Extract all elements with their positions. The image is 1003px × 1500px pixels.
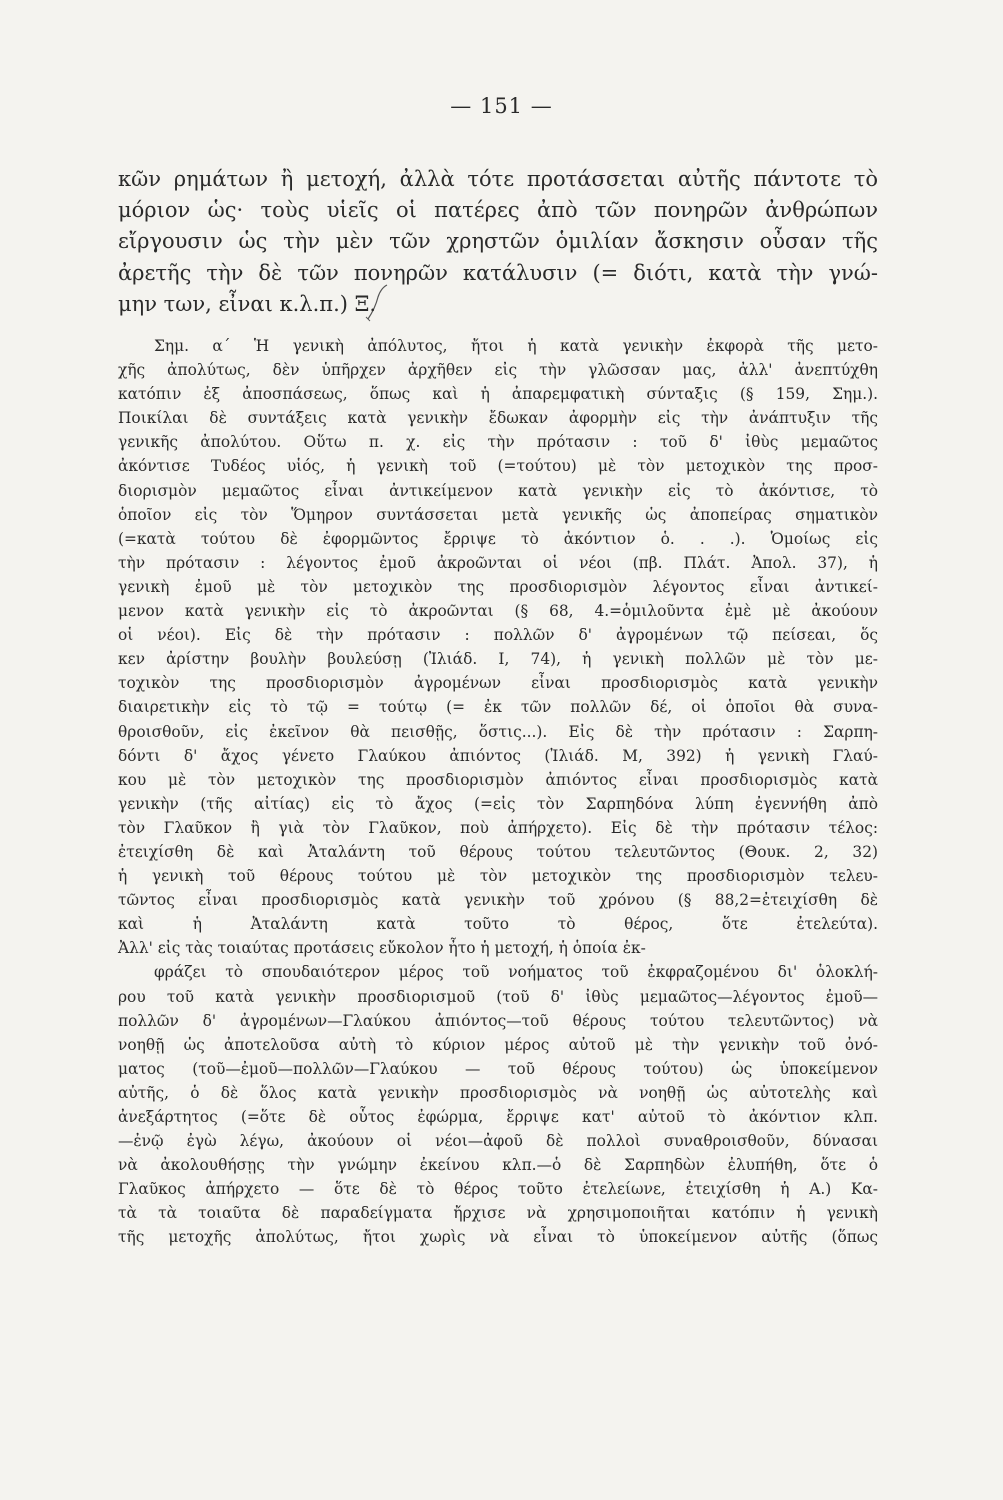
text-line: Ἀλλ' εἰς τὰς τοιαύτας προτάσεις εὔκολον ἦτο ἡ μετοχή, ἡ ὁποία ἐκ- — [118, 939, 646, 958]
text-line: τῆς μετοχῆς ἀπολύτως, ἤτοι χωρὶς νὰ εἶναι τὸ ὑποκείμενον αὐτῆς (ὅπως — [118, 1228, 878, 1247]
text-line: πολλῶν δ' ἀγρομένων—Γλαύκου ἀπιόντος—τοῦ θέρους τούτου τελευτῶντος) νὰ — [118, 1011, 878, 1030]
text-line: κατόπιν ἐξ ἀποσπάσεως, ὅπως καὶ ἡ ἀπαρεμφατικὴ σύνταξις (§ 159, Σημ.). — [118, 385, 878, 404]
text-line: διορισμὸν μεμαῶτος εἶναι ἀντικείμενον κατὰ γενικὴν εἰς τὸ ἀκόντισε, τὸ — [118, 481, 878, 500]
paragraph-main — [118, 164, 878, 320]
text-line: αὐτῆς, ὁ δὲ ὅλος κατὰ γενικὴν προσδιορισμὸς νὰ νοηθῇ ὡς αὐτοτελὴς καὶ — [118, 1083, 878, 1102]
text-line: ἀκόντισε Τυδέος υἱός, ἡ γενικὴ τοῦ (=τούτου) μὲ τὸν μετοχικὸν της προσ- — [118, 457, 878, 476]
text-line: τῶντος εἶναι προσδιορισμὸς κατὰ γενικὴν τοῦ χρόνου (§ 88,2=ἐτειχίσθη δὲ — [118, 891, 878, 910]
page-number: — 151 — — [450, 94, 553, 118]
text-line: οἱ νέοι). Εἰς δὲ τὴν πρότασιν : πολλῶν δ' ἀγρομένων τῷ πείσεαι, ὅς — [118, 626, 878, 645]
text-line: μόριον ὡς· τοὺς υἱεῖς οἱ πατέρες ἀπὸ τῶν πονηρῶν ἀνθρώπων — [118, 198, 878, 223]
text-line: τὰ τὰ τοιαῦτα δὲ παραδείγματα ἤρχισε νὰ χρησιμοποιῆται κατόπιν ἡ γενικὴ — [118, 1204, 878, 1223]
text-line: ἀρετῆς τὴν δὲ τῶν πονηρῶν κατάλυσιν (= διότι, κατὰ τὴν γνώ- — [118, 260, 878, 285]
text-line: ἀνεξάρτητος (=ὅτε δὲ οὗτος ἐφώρμα, ἔρριψε κατ' αὐτοῦ τὸ ἀκόντιον κλπ. — [118, 1108, 878, 1126]
text-line: ρου τοῦ κατὰ γενικὴν προσδιορισμοῦ (τοῦ δ' ἰθὺς μεμαῶτος—λέγοντος ἐμοῦ— — [118, 987, 878, 1006]
text-line: (=κατὰ τούτου δὲ ἐφορμῶντος ἔρριψε τὸ ἀκόντιον ὁ. . .). Ὁμοίως εἰς — [118, 529, 878, 548]
text-line: καὶ ἡ Ἀταλάντη κατὰ τοῦτο τὸ θέρος, ὅτε ἐτελεύτα). — [118, 915, 878, 934]
text-line: νοηθῇ ὡς ἀποτελοῦσα αὐτὴ τὸ κύριον μέρος αὐτοῦ μὲ τὴν γενικὴν τοῦ ὀνό- — [118, 1035, 878, 1054]
paragraph-note — [118, 334, 878, 1250]
text-line: γενικῆς ἀπολύτου. Οὕτω π. χ. εἰς τὴν πρότασιν : τοῦ δ' ἰθὺς μεμαῶτος — [118, 433, 878, 452]
text-line: ματος (τοῦ—ἐμοῦ—πολλῶν—Γλαύκου — τοῦ θέρους τούτου) ὡς ὑποκείμενον — [118, 1059, 878, 1078]
text-line: τὸν Γλαῦκον ἢ γιὰ τὸν Γλαῦκον, ποὺ ἀπήρχετο). Εἰς δὲ τὴν πρότασιν τέλος: — [118, 818, 878, 837]
text-line: κεν ἀρίστην βουλὴν βουλεύσῃ (Ἰλιάδ. Ι, 74), ἡ γενικὴ πολλῶν μὲ τὸν με- — [118, 650, 878, 669]
text-line: κῶν ρημάτων ἢ μετοχή, ἀλλὰ τότε προτάσσεται αὐτῆς πάντοτε τὸ — [118, 167, 878, 191]
text-line: ἐτειχίσθη δὲ καὶ Ἀταλάντη τοῦ θέρους τούτου τελευτῶντος (Θουκ. 2, 32) — [118, 842, 878, 861]
text-line: μην των, εἶναι κ.λ.π.) Ξ. — [118, 291, 377, 316]
text-line: μενον κατὰ γενικὴν εἰς τὸ ἀκροῶνται (§ 68, 4.=ὁμιλοῦντα ἐμὲ μὲ ἀκούουν — [118, 602, 878, 621]
text-line: —ἐνῷ ἐγὼ λέγω, ἀκούουν οἱ νέοι—ἀφοῦ δὲ πολλοὶ συναθροισθοῦν, δύνασαι — [118, 1132, 878, 1151]
text-line: κου μὲ τὸν μετοχικὸν της προσδιορισμὸν ἀπιόντος εἶναι προσδιορισμὸς κατὰ — [118, 770, 878, 789]
text-line: δόντι δ' ἄχος γένετο Γλαύκου ἀπιόντος (Ἰλιάδ. Μ, 392) ἡ γενικὴ Γλαύ- — [118, 746, 878, 765]
text-line: ἡ γενικὴ τοῦ θέρους τούτου μὲ τὸν μετοχικὸν της προσδιορισμὸν τελευ- — [118, 867, 878, 886]
text-line: Ποικίλαι δὲ συντάξεις κατὰ γενικὴν ἔδωκαν ἀφορμὴν εἰς τὴν ἀνάπτυξιν τῆς — [118, 409, 878, 428]
text-line: διαιρετικὴν εἰς τὸ τῷ = τούτῳ (= ἐκ τῶν πολλῶν δέ, οἱ ὁποῖοι θὰ συνα- — [118, 698, 878, 717]
text-line: εἴργουσιν ὡς τὴν μὲν τῶν χρηστῶν ὁμιλίαν ἄσκησιν οὖσαν τῆς — [118, 229, 878, 254]
text-line: τοχικὸν της προσδιορισμὸν ἀγρομένων εἶναι προσδιορισμὸς κατὰ γενικὴν — [118, 674, 878, 693]
text-line: φράζει τὸ σπουδαιότερον μέρος τοῦ νοήματος τοῦ ἐκφραζομένου δι' ὁλοκλή- — [154, 963, 878, 982]
text-line: χῆς ἀπολύτως, δὲν ὑπῆρχεν ἀρχῆθεν εἰς τὴν γλῶσσαν μας, ἀλλ' ἀνεπτύχθη — [118, 361, 878, 380]
text-line: ὁποῖον εἰς τὸν Ὅμηρον συντάσσεται μετὰ γενικῆς ὡς ἀποπείρας σηματικὸν — [118, 505, 878, 524]
text-line: νὰ ἀκολουθήσῃς τὴν γνώμην ἐκείνου κλπ.—ὁ δὲ Σαρπηδὼν ἐλυπήθη, ὅτε ὁ — [118, 1156, 878, 1175]
text-line: τὴν πρότασιν : λέγοντος ἐμοῦ ἀκροῶνται οἱ νέοι (πβ. Πλάτ. Ἀπολ. 37), ἡ — [118, 553, 878, 572]
text-line: γενικὴν (τῆς αἰτίας) εἰς τὸ ἄχος (=εἰς τὸν Σαρπηδόνα λύπη ἐγεννήθη ἀπὸ — [118, 794, 878, 813]
text-line: θροισθοῦν, εἰς ἐκεῖνον θὰ πεισθῇς, ὅστις...). Εἰς δὲ τὴν πρότασιν : Σαρπη- — [118, 722, 878, 741]
text-line: Σημ. α΄ Ἡ γενικὴ ἀπόλυτος, ἤτοι ἡ κατὰ γενικὴν ἐκφορὰ τῆς μετο- — [154, 337, 878, 355]
text-line: Γλαῦκος ἀπήρχετο — ὅτε δὲ τὸ θέρος τοῦτο ἐτελείωνε, ἐτειχίσθη ἡ Α.) Κα- — [118, 1180, 878, 1199]
text-line: γενικὴ ἐμοῦ μὲ τὸν μετοχικὸν της προσδιορισμὸν λέγοντος εἶναι ἀντικεί- — [118, 577, 878, 596]
